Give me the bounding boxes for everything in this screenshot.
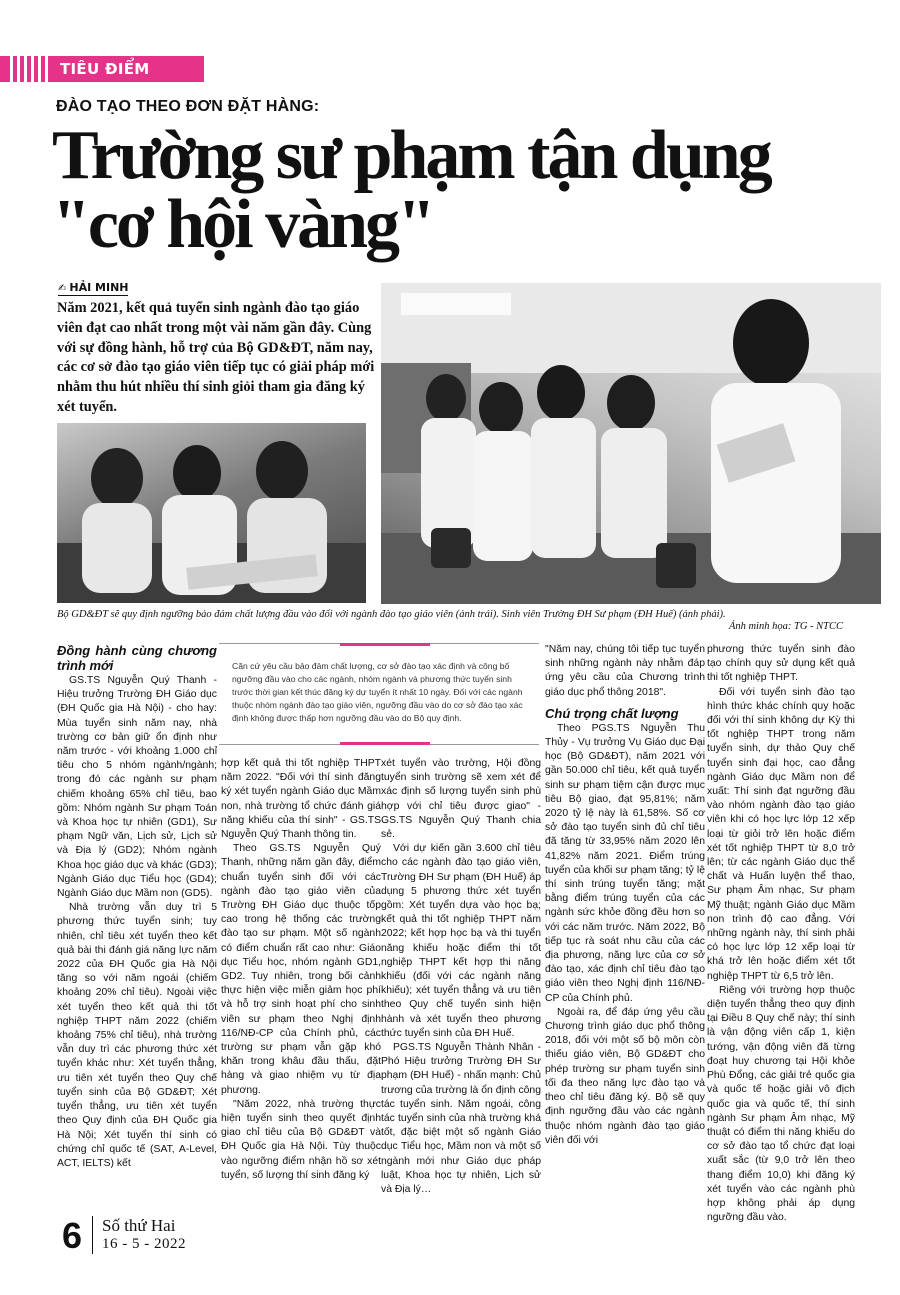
body-column-1: [57, 643, 217, 1208]
paragraph: GS.TS Nguyễn Quý Thanh - Hiệu trưởng Trường ĐH Giáo dục (ĐH Quốc gia Hà Nội) - cho hay: Mùa tuyển sinh năm nay, nhà trường cơ bản giữ ổn định như năm trước - với khoảng 1.000 chỉ tiêu cho 5 nhóm ngành/ngành; trong đó các ngành sư phạm chiếm khoảng 65% chỉ tiêu, bao gồm: Nhóm ngành Sư phạm Toán và Khoa học tự nhiên (GD1), Sư phạm Ngữ văn, Lịch sử, Lịch sử và Địa lý (GD2); Nhóm ngành Khoa học giáo dục và khác (GD3); Ngành Giáo dục Tiểu học (GD4); Ngành Giáo dục Mầm non (GD5).: [57, 675, 217, 900]
body-column-3: [381, 757, 541, 1207]
issue-date: 16 - 5 - 2022: [102, 1236, 186, 1252]
body-column-2: [221, 757, 381, 1207]
banner-stripe: [10, 56, 13, 82]
quote-box-accent-bottom: [340, 742, 430, 745]
banner-stripe: [24, 56, 27, 82]
subheading: Chú trọng chất lượng: [545, 705, 679, 721]
photo-credit: Ảnh minh họa: TG - NTCC: [728, 621, 843, 632]
photo-caption: Bộ GD&ĐT sẽ quy định ngưỡng bảo đảm chất lượng đầu vào đối với ngành đào tạo giáo viên (ảnh trái). Sinh viên Trường ĐH Sư phạm (ĐH Huế) (ảnh phải).: [57, 609, 726, 620]
banner-stripe: [38, 56, 41, 82]
subheading: Đồng hành cùng chương trình mới: [57, 643, 217, 673]
paragraph: hợp kết quả thi tốt nghiệp THPT năm 2022. "Đối với thí sinh đăng ký xét tuyển ngành Giáo dục Mầm non, nhà trường tổ chức đánh giá năng khiếu của thí sinh" - GS.TS Nguyễn Quý Thanh thông tin.: [221, 758, 381, 841]
banner-stripe: [45, 56, 48, 82]
footer-divider: [92, 1216, 93, 1254]
photo-lab-students: [381, 283, 881, 604]
paragraph: PGS.TS Nguyễn Thành Nhân - Phó Hiệu trưởng Trường ĐH Sư phạm (ĐH Huế) - nhấn mạnh: Chủ trương của trường là ổn định công tác tuyển sinh. Năm ngoái, công tác tuyển sinh của nhà trường khá tốt, đặc biệt một số ngành Giáo dục Tiểu học, Mầm non và một số ngành mới như Giáo dục pháp luật, Khoa học tự nhiên, Lịch sử và Địa lý…: [381, 1042, 541, 1196]
paragraph: phương thức tuyển sinh đào tạo chính quy sử dụng kết quả thi tốt nghiệp THPT.: [707, 644, 855, 684]
banner-stripe: [17, 56, 20, 82]
article-kicker: ĐÀO TẠO THEO ĐƠN ĐẶT HÀNG:: [56, 98, 320, 115]
paragraph: Theo GS.TS Nguyễn Quý Thanh, những năm gần đây, điểm chuẩn tuyển sinh đối với các ngành đào tạo giáo viên của Trường ĐH Giáo dục thuộc tốp cao trong hệ thống các trường đào tạo sư phạm. Một số ngành có điểm chuẩn rất cao như: Giáo dục Tiểu học, nhóm ngành GD1, GD2. Tuy nhiên, trong bối cảnh thực hiện việc miễn giảm học phí và hỗ trợ sinh hoạt phí cho sinh viên sư phạm theo Nghị định 116/NĐ-CP của Chính phủ, các trường sư phạm vẫn gặp khó khăn trong khâu đầu thấu, đặt hàng và giao nhiệm vụ từ địa phương.: [221, 843, 381, 1096]
paragraph: Theo PGS.TS Nguyễn Thu Thủy - Vụ trưởng Vụ Giáo dục Đại học (Bộ GD&ĐT), năm 2021 với gần 50.000 chỉ tiêu, kết quả tuyển sinh sư phạm tiệm cận được mục tiêu Bộ giao, đạt 95,81%; năm 2020 tỷ lệ này là 61,58%. Số cơ sở đào tạo tuyển sinh đủ chỉ tiêu đã tăng từ 33,95% năm 2020 lên 41,82% năm 2021. Điểm trúng tuyển của khối sư phạm tăng; tỷ lệ thí sinh trúng tuyển tăng; mặt bằng điểm trúng tuyển của các ngành sức khỏe đồng đều hơn so với các năm trước. Năm 2022, Bộ tiếp tục rà soát nhu cầu của các địa phương, năng lực của cơ sở đào tạo, xác định chỉ tiêu đào tạo giáo viên theo Nghị định 116/NĐ-CP của Chính phủ.: [545, 722, 705, 1004]
section-label: TIÊU ĐIỂM: [60, 60, 150, 78]
article-sapo: Năm 2021, kết quả tuyển sinh ngành đào tạo giáo viên đạt cao nhất trong một vài năm gần đây. Cùng với sự đồng hành, hỗ trợ của Bộ GD&ĐT, năm nay, các cơ sở đào tạo giáo viên tiếp tục có giải pháp mới nhằm thu hút nhiều thí sinh giỏi tham gia đăng ký xét tuyển.: [57, 300, 375, 415]
byline-author: HẢI MINH: [69, 281, 129, 294]
headline-line-1: Trường sư phạm tận dụng: [52, 117, 770, 194]
paragraph: "Năm 2022, nhà trường thực hiện tuyển sinh theo quyết định giao chỉ tiêu của Bộ GD&ĐT và ĐH Quốc gia Hà Nội. Tùy thuộc vào ngưỡng điểm nhận hồ sơ xét tuyển, số lượng thí sinh đăng ký: [221, 1098, 381, 1181]
paragraph: Riêng với trường hợp thuộc diện tuyển thẳng theo quy định tại Điều 8 Quy chế này; thí sinh là vận động viên cấp 1, kiện tướng, vận động viên đã từng đoạt huy chương tại Hội khỏe Phù Đổng, các giải trẻ quốc gia và quốc tế hoặc giải vô địch quốc gia và quốc tế, thí sinh ngành Sư phạm Âm nhạc, Mỹ thuật có điểm thi năng khiếu do cơ sở đào tạo tổ chức đạt loại xuất sắc (từ 9,0 trở lên theo thang điểm 10,0) khi đăng ký xét tuyển vào các ngành phù hợp không phải áp dụng ngưỡng đầu vào.: [707, 984, 855, 1224]
photo-students-illustration: [57, 423, 366, 603]
paragraph: Đối với tuyển sinh đào tạo hình thức khác chính quy hoặc đối với thí sinh không dự Kỳ thi tốt nghiệp THPT trong năm tuyển sinh, dự thảo Quy chế tuyển sinh đại học, cao đẳng ngành Giáo dục Mầm non để xuất: Thí sinh đạt ngưỡng đầu vào nhóm ngành đào tạo giáo viên khi có học lực lớp 12 xếp loại từ giỏi trở lên hoặc điểm xét tốt nghiệp THPT từ 8,0 trở lên; từ các ngành Giáo dục thể chất và Huấn luyện thể thao, Sư phạm Âm nhạc, Sư phạm Mỹ thuật; ngành Giáo dục Mầm non trình độ cao đẳng. Với những ngành này, thí sinh phải có học lực lớp 12 xếp loại từ khá trở lên hoặc điểm xét tốt nghiệp THPT từ 6,5 trở lên.: [707, 686, 855, 982]
photo-students-studying: [57, 423, 366, 603]
quote-box-text: Căn cứ yêu cầu bảo đảm chất lượng, cơ sở đào tạo xác định và công bố ngưỡng đầu vào cho các ngành, nhóm ngành và phương thức tuyển sinh trước thời gian kết thúc đăng ký dự tuyển ít nhất 10 ngày. Đối với các ngành thuộc nhóm ngành đào tạo giáo viên, ngưỡng đầu vào do cơ sở đào tạo xác định không được thấp hơn ngưỡng đầu vào do Bộ quy định.: [232, 661, 523, 723]
quote-box-accent-top: [340, 643, 430, 646]
paragraph: Ngoài ra, để đáp ứng yêu cầu Chương trình giáo dục phổ thông 2018, đối với một số bộ môn còn thiếu giáo viên, Bộ GD&ĐT cho phép trường sư phạm tuyển sinh tối đa theo năng lực đào tạo và theo chỉ tiêu đăng ký. Bộ sẽ quy định ngưỡng đầu vào các ngành thuộc nhóm ngành đào tạo giáo viên đối với: [545, 1006, 705, 1146]
paragraph: "Năm nay, chúng tôi tiếp tục tuyển sinh những ngành này nhằm đáp ứng yêu cầu của Chương trình giáo dục phổ thông 2018".: [545, 644, 705, 698]
paragraph: xét tuyển vào trường, Hội đồng tuyển sinh trường sẽ xem xét để xác định số lượng tuyển sinh phù hợp với chỉ tiêu được giao" - GS.TS Nguyễn Quý Thanh chia sẻ.: [381, 758, 541, 841]
issue-label: Số thứ Hai: [102, 1216, 176, 1235]
paragraph: Nhà trường vẫn duy trì 5 phương thức tuyển sinh; tuy nhiên, chỉ tiêu xét tuyển theo kết quả bài thi đánh giá năng lực năm 2022 của ĐH Quốc gia Hà Nội tăng so với năm ngoái (chiếm khoảng 20% chỉ tiêu). Ngoài việc xét tuyển theo kết quả thi tốt nghiệp THPT năm 2022 (chiếm khoảng 75% chỉ tiêu), nhà trường vẫn duy trì các phương thức xét tuyển khác như: Xét tuyển thẳng, ưu tiên xét tuyển theo Quy chế tuyển sinh của Bộ GD&ĐT; Xét tuyển thẳng, ưu tiên xét tuyển theo Quy định của ĐH Quốc gia Hà Nội; Xét tuyển thí sinh có chứng chỉ quốc tế (SAT, A-Level, ACT, IELTS) kết: [57, 902, 217, 1169]
photo-lab-illustration: [381, 283, 881, 604]
body-column-4: [545, 643, 705, 1208]
body-column-5: [707, 643, 855, 1224]
headline-line-2: "cơ hội vàng": [52, 186, 433, 263]
paragraph: Với dự kiến gần 3.600 chỉ tiêu cho các ngành đào tạo giáo viên, Trường ĐH Sư phạm (ĐH Huế) áp dụng 5 phương thức xét tuyển gồm: Xét tuyển dựa vào học bạ; kết quả thi tốt nghiệp THPT năm 2022; kết hợp học bạ và thi tuyển năng khiếu hoặc điểm thi tốt nghiệp THPT kết hợp thi năng khiếu (đối với các ngành năng khiếu); xét tuyển thẳng và ưu tiên theo Quy chế tuyển sinh hiện hành và xét tuyển theo phương thức tuyển sinh của ĐH Huế.: [381, 843, 541, 1039]
byline: [58, 281, 128, 296]
page-number: 6: [62, 1215, 83, 1256]
pen-icon: ✍: [58, 283, 67, 294]
banner-stripe: [31, 56, 34, 82]
